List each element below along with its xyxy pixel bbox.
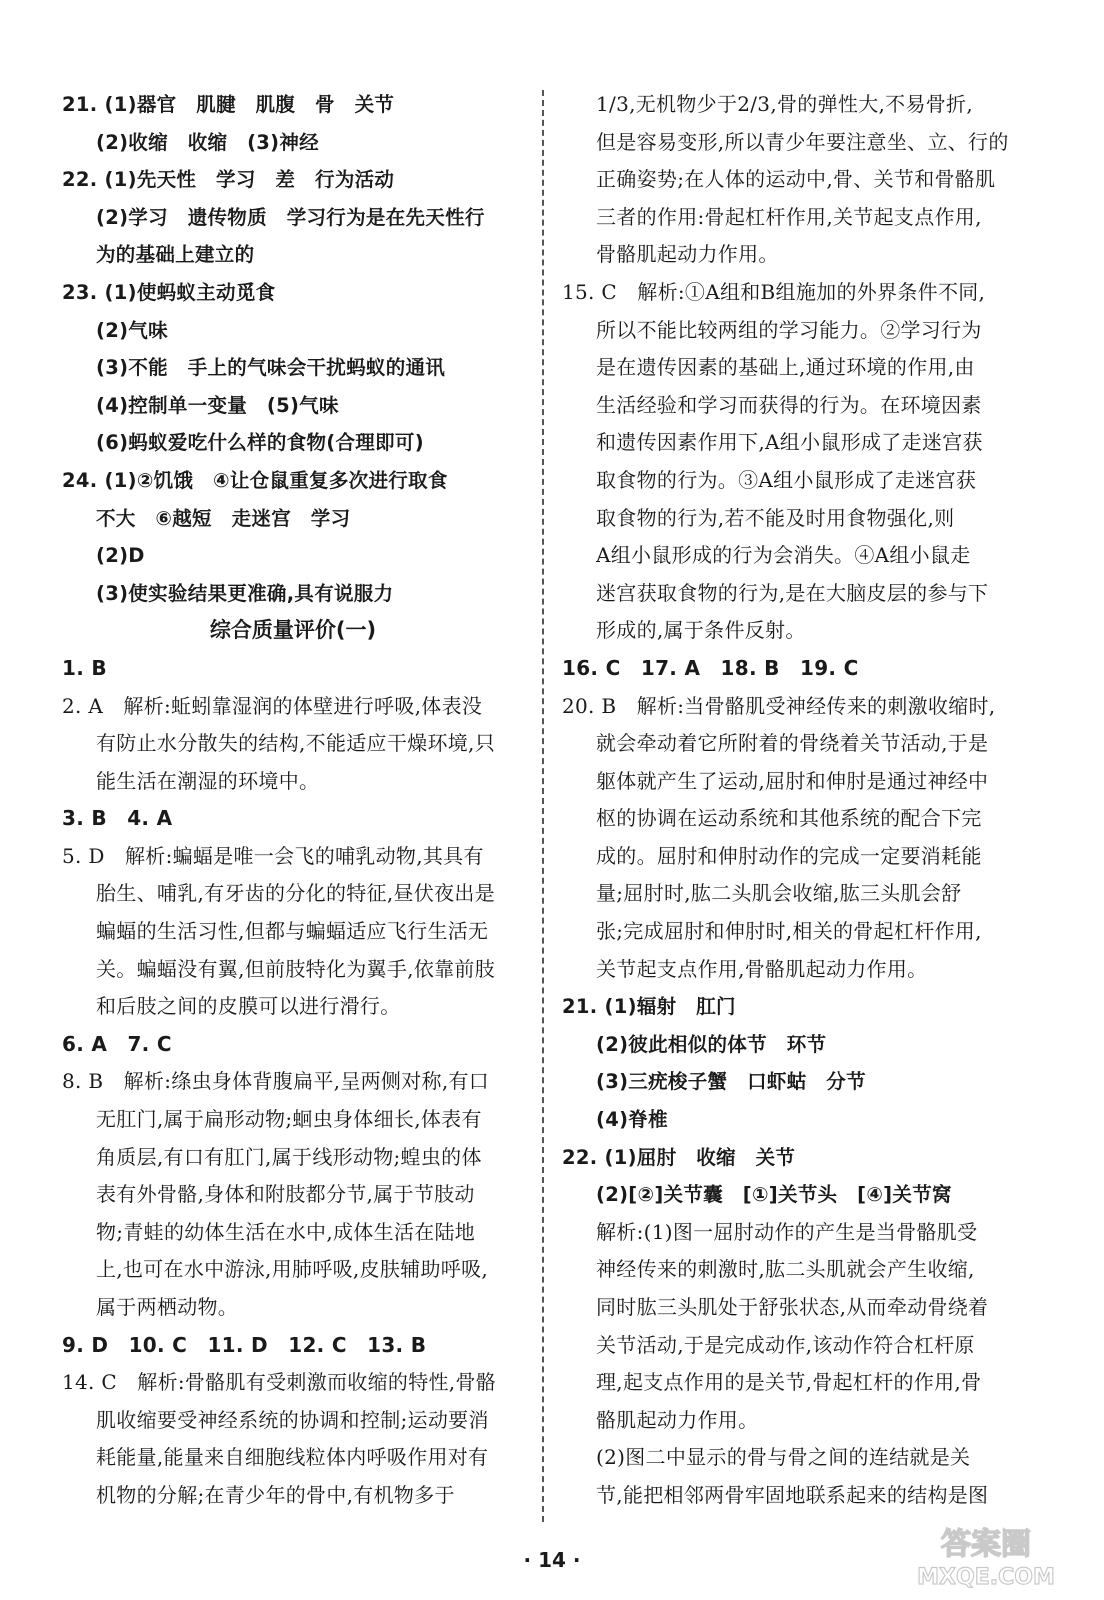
answer-line: 1. B [62,655,107,680]
right-column [562,86,1022,1515]
answer-line: 解析:(1)图一屈肘动作的产生是当骨骼肌受 [596,1219,978,1244]
section-heading: 综合质量评价(一) [209,618,377,643]
answer-line: 21. (1)辐射 肛门 [562,995,736,1019]
answer-line: 20. B 解析:当骨骼肌受神经传来的刺激收缩时, [562,693,996,718]
answer-line: 和后肢之间的皮膜可以进行滑行。 [96,994,401,1019]
watermark-bottom-text: MXQE.COM [917,1565,1055,1590]
answer-line: 23. (1)使蚂蚁主动觅食 [62,280,276,304]
answer-line: 不大 ⑥越短 走迷宫 学习 [96,506,351,530]
answer-line: 取食物的行为。③A组小鼠形成了走迷宫获 [596,467,977,492]
answer-line: 耗能量,能量来自细胞线粒体内呼吸作用对有 [96,1445,489,1470]
answer-line: (2)彼此相似的体节 环节 [596,1032,827,1056]
answer-line: 关节活动,于是完成动作,该动作符合杠杆原 [596,1332,975,1357]
answer-line: (2)D [96,544,145,568]
answer-line: 表有外骨骼,身体和附肢都分节,属于节肢动 [96,1182,475,1207]
answer-line: 形成的,属于条件反射。 [596,618,806,643]
page-number: · 14 · [523,1548,581,1572]
answer-line: (3)不能 手上的气味会干扰蚂蚁的通讯 [96,356,446,380]
answer-line: 量;屈肘时,肱二头肌会收缩,肱三头肌会舒 [596,881,962,906]
answer-line: (2)图二中显示的骨与骨之间的连结就是关 [596,1445,971,1470]
answer-line: 物;青蛙的幼体生活在水中,成体生活在陆地 [96,1219,476,1244]
answer-line: 和遗传因素作用下,A组小鼠形成了走迷宫获 [596,430,983,455]
answer-line: 22. (1)屈肘 收缩 关节 [562,1145,796,1169]
answer-line: 关节起支点作用,骨骼肌起动力作用。 [596,956,928,981]
answer-line: 骼肌起动力作用。 [596,1407,759,1432]
left-column [62,86,524,1515]
answer-line: 取食物的行为,若不能及时用食物强化,则 [596,505,955,530]
column-divider [542,90,544,1522]
answer-line: (4)脊椎 [596,1108,668,1132]
answer-line: 三者的作用:骨起杠杆作用,关节起支点作用, [596,204,982,229]
answer-line: 正确姿势;在人体的运动中,骨、关节和骨骼肌 [596,167,996,192]
answer-line: 角质层,有口有肛门,属于线形动物;蝗虫的体 [96,1144,482,1169]
answer-line: 枢的协调在运动系统和其他系统的配合下完 [596,806,982,831]
answer-line: 15. C 解析:①A组和B组施加的外界条件不同, [562,279,986,304]
answer-line: 胎生、哺乳,有牙齿的分化的特征,昼伏夜出是 [96,881,496,906]
answer-line: 3. B 4. A [62,806,173,831]
answer-line: 1/3,无机物少于2/3,骨的弹性大,不易骨折, [596,92,974,116]
answer-line: 24. (1)②饥饿 ④让仓鼠重复多次进行取食 [62,468,448,492]
answer-line: 6. A 7. C [62,1031,172,1056]
answer-line: 张;完成屈肘和伸肘时,相关的骨起杠杆作用, [596,919,982,944]
answer-line: (2)学习 遗传物质 学习行为是在先天性行 [96,205,485,229]
answer-line: 成的。屈肘和伸肘动作的完成一定要消耗能 [596,843,982,868]
answer-line: 16. C 17. A 18. B 19. C [562,655,859,680]
answer-line: (2)气味 [96,318,168,342]
answer-line: (2)收缩 收缩 (3)神经 [96,130,319,154]
answer-line: 22. (1)先天性 学习 差 行为活动 [62,168,395,192]
answer-line: 迷宫获取食物的行为,是在大脑皮层的参与下 [596,580,989,605]
answer-line: 能生活在潮湿的环境中。 [96,768,320,793]
answer-line: 上,也可在水中游泳,用肺呼吸,皮肤辅助呼吸, [96,1257,489,1282]
answer-line: 蝙蝠的生活习性,但都与蝙蝠适应飞行生活无 [96,919,489,944]
answer-line: 骨骼肌起动力作用。 [596,242,779,267]
answer-line: 5. D 解析:蝙蝠是唯一会飞的哺乳动物,其具有 [62,843,484,868]
answer-line: 8. B 解析:绦虫身体背腹扁平,呈两侧对称,有口 [62,1069,490,1094]
answer-line: 为的基础上建立的 [96,243,255,267]
answer-line: 同时肱三头肌处于舒张状态,从而牵动骨绕着 [596,1295,989,1319]
answer-line: 机物的分解;在青少年的骨中,有机物多于 [96,1482,455,1507]
answer-line: 21. (1)器官 肌腱 肌腹 骨 关节 [62,93,395,116]
answer-line: 节,能把相邻两骨牢固地联系起来的结构是图 [596,1482,989,1507]
answer-line: 是在遗传因素的基础上,通过环境的作用,由 [596,355,975,380]
answer-line: (4)控制单一变量 (5)气味 [96,393,339,417]
answer-line: 9. D 10. C 11. D 12. C 13. B [62,1332,427,1357]
answer-line: (6)蚂蚁爱吃什么样的食物(合理即可) [96,431,424,455]
answer-line: 所以不能比较两组的学习能力。②学习行为 [596,317,982,342]
answer-line: 属于两栖动物。 [96,1295,239,1319]
answer-line: (3)三疣梭子蟹 口虾蛄 分节 [596,1070,866,1094]
answer-line: 神经传来的刺激时,肱二头肌就会产生收缩, [596,1257,975,1282]
watermark-logo [886,1520,1086,1590]
answer-line: 就会牵动着它所附着的骨绕着关节活动,于是 [596,731,989,756]
answer-line: 2. A 解析:蚯蚓靠湿润的体壁进行呼吸,体表没 [62,693,483,718]
answer-line: 无肛门,属于扁形动物;蛔虫身体细长,体表有 [96,1107,482,1132]
answer-line: 有防止水分散失的结构,不能适应干燥环境,只 [96,731,496,756]
answer-line: 肌收缩要受神经系统的协调和控制;运动要消 [96,1407,489,1432]
answer-line: 但是容易变形,所以青少年要注意坐、立、行的 [596,129,1009,154]
answer-line: (3)使实验结果更准确,具有说服力 [96,581,394,605]
answer-line: 14. C 解析:骨骼肌有受刺激而收缩的特性,骨骼 [62,1370,497,1395]
answer-line: A组小鼠形成的行为会消失。④A组小鼠走 [596,543,971,568]
answer-line: 关。蝙蝠没有翼,但前肢特化为翼手,依靠前肢 [96,956,496,981]
answer-line: 理,起支点作用的是关节,骨起杠杆的作用,骨 [596,1370,982,1395]
answer-line: 生活经验和学习而获得的行为。在环境因素 [596,392,982,417]
answer-line: (2)[②]关节囊 [①]关节头 [④]关节窝 [596,1183,952,1207]
answer-line: 躯体就产生了运动,屈肘和伸肘是通过神经中 [596,768,989,793]
watermark-top-text: 答案圈 [941,1527,1031,1562]
